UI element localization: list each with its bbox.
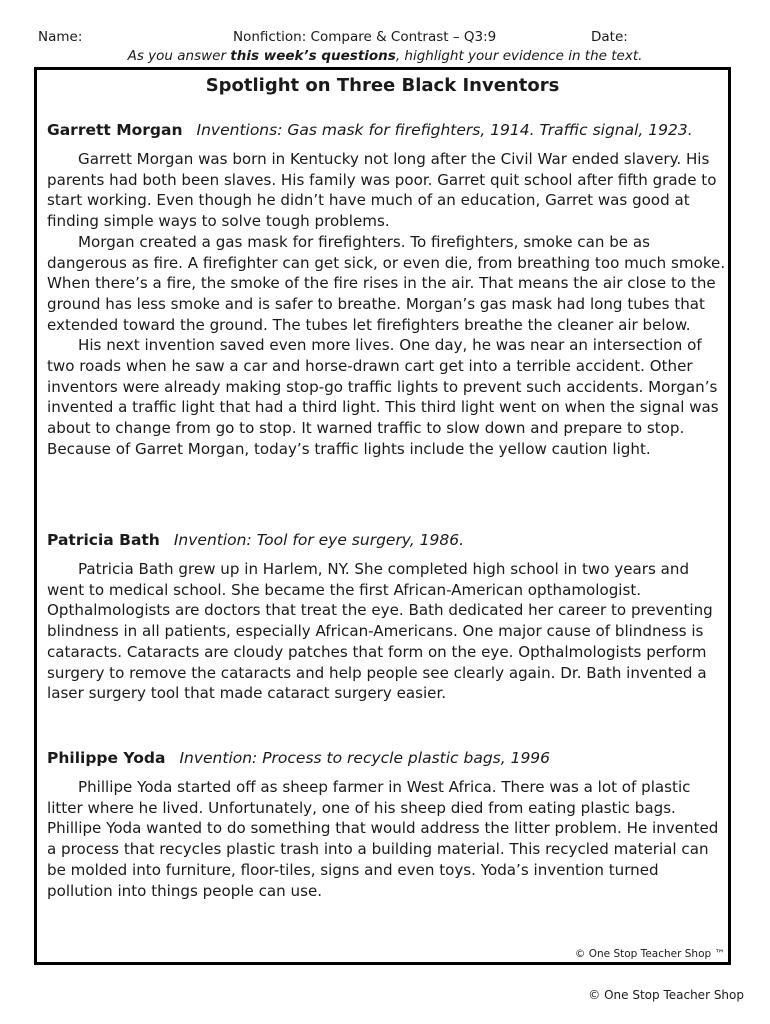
date-label: Date:	[591, 29, 628, 45]
section-heading-morgan	[47, 120, 693, 140]
instruction-line	[0, 48, 770, 64]
inventions-text: Invention: Tool for eye surgery, 1986.	[173, 531, 465, 549]
section-body-morgan	[47, 149, 729, 460]
inventor-name: Garrett Morgan	[47, 121, 183, 139]
inventions-text: Invention: Process to recycle plastic bags, 1996	[179, 749, 551, 767]
inventions-text: Inventions: Gas mask for firefighters, 1914. Traffic signal, 1923.	[196, 121, 693, 139]
copyright-inner: © One Stop Teacher Shop ™	[574, 948, 725, 960]
paragraph: Garrett Morgan was born in Kentucky not long after the Civil War ended slavery. His parents had both been slaves. His family was poor. Garret quit school after fifth grade to start working. Even though he didn’t have much of an education, Garret was good at finding simple ways to solve tough problems.	[47, 150, 717, 231]
paragraph: Patricia Bath grew up in Harlem, NY. She completed high school in two years and went to medical school. She became the first African-American opthamologist. Opthalmologists are doctors that treat the eye. Bath dedicated her career to preventing blindness in all patients, especially African-Americans. One major cause of blindness is cataracts. Cataracts are cloudy patches that form on the eye. Opthalmologists perform surgery to remove the cataracts and help people see clearly again. Dr. Bath invented a laser surgery tool that made cataract surgery easier.	[47, 560, 713, 703]
instruction-pre: As you answer	[127, 48, 231, 64]
copyright-outer: © One Stop Teacher Shop	[588, 988, 744, 1002]
paragraph: His next invention saved even more lives. One day, he was near an intersection of two roads when he saw a car and horse-drawn cart get into a terrible accident. Other inventors were already making stop-go traffic lights to prevent such accidents. Morgan’s invented a traffic light that had a third light. This third light went on when the signal was about to change from go to stop. It warned traffic to slow down and prepare to stop. Because of Garret Morgan, today’s traffic lights include the yellow caution light.	[47, 336, 719, 458]
section-body-yoda	[47, 777, 729, 901]
paragraph: Morgan created a gas mask for firefighters. To firefighters, smoke can be as dangerous as fire. A firefighter can get sick, or even die, from breathing too much smoke. When there’s a fire, the smoke of the fire rises in the air. That means the air close to the ground has less smoke and is safer to breathe. Morgan’s gas mask had long tubes that extended toward the ground. The tubes let firefighters breathe the cleaner air below.	[47, 232, 726, 334]
instruction-post: , highlight your evidence in the text.	[395, 48, 643, 64]
paragraph: Phillipe Yoda started off as sheep farmer in West Africa. There was a lot of plastic litter where he lived. Unfortunately, one of his sheep died from eating plastic bags. Phillipe Yoda wanted to do something that would address the litter problem. He invented a process that recycles plastic trash into a building material. This recycled material can be molded into furniture, floor-tiles, signs and even toys. Yoda’s invention turned pollution into things people can use.	[47, 778, 719, 900]
inventor-name: Philippe Yoda	[47, 749, 166, 767]
section-heading-bath	[47, 530, 464, 550]
instruction-bold: this week’s questions	[230, 48, 396, 64]
section-heading-yoda	[47, 748, 550, 768]
name-label: Name:	[38, 29, 83, 45]
article-title: Spotlight on Three Black Inventors	[205, 75, 560, 96]
section-body-bath	[47, 559, 729, 704]
inventor-name: Patricia Bath	[47, 531, 160, 549]
worksheet-title: Nonfiction: Compare & Contrast – Q3:9	[233, 29, 497, 45]
